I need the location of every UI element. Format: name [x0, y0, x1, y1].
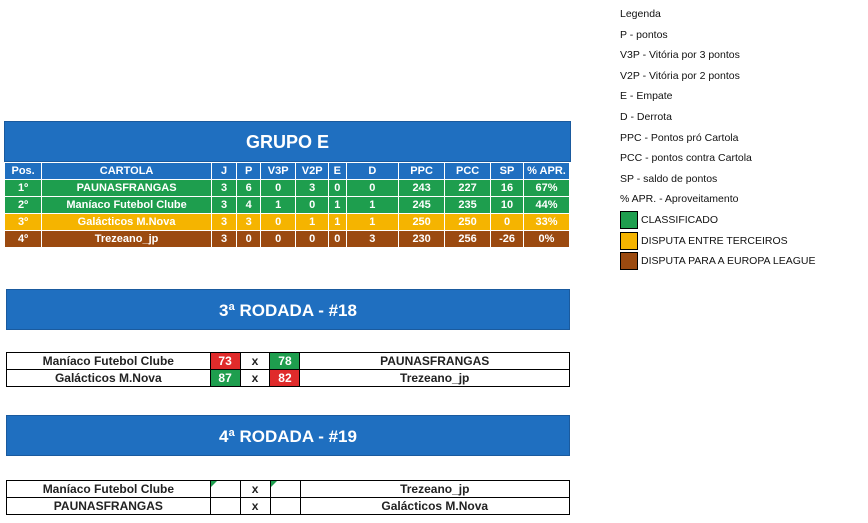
col-d: D — [346, 163, 399, 180]
cell-e: 1 — [329, 214, 347, 231]
legend-item: V3P - Vitória por 3 pontos — [620, 49, 740, 62]
cell-pcc: 250 — [445, 214, 491, 231]
cell-d: 3 — [346, 231, 399, 248]
cell-p: 4 — [237, 197, 261, 214]
cell-v3p: 0 — [261, 214, 296, 231]
group-title: GRUPO E — [4, 121, 571, 162]
cell-ppc: 245 — [399, 197, 445, 214]
legend-terceiros: DISPUTA ENTRE TERCEIROS — [620, 231, 815, 252]
col-cartola: CARTOLA — [42, 163, 212, 180]
cell-pos: 1º — [5, 180, 42, 197]
cell-pcc: 256 — [445, 231, 491, 248]
home-team: Maníaco Futebol Clube — [7, 481, 211, 498]
away-score: 82 — [270, 370, 300, 387]
cell-d: 1 — [346, 197, 399, 214]
legend-item: V2P - Vitória por 2 pontos — [620, 69, 740, 82]
versus: x — [240, 498, 270, 515]
table-row — [5, 180, 570, 197]
legend-item: PPC - Pontos pró Cartola — [620, 131, 739, 144]
col-e: E — [329, 163, 347, 180]
round3-title: 3ª RODADA - #18 — [6, 289, 570, 330]
col-apr: % APR. — [523, 163, 569, 180]
cell-name: Galácticos M.Nova — [42, 214, 212, 231]
cell-sp: 0 — [491, 214, 524, 231]
round4-matches — [6, 480, 570, 515]
cell-p: 0 — [237, 231, 261, 248]
away-score: 78 — [270, 353, 300, 370]
standings-table — [4, 162, 570, 248]
cell-d: 0 — [346, 180, 399, 197]
away-team: PAUNASFRANGAS — [300, 353, 570, 370]
match-row — [7, 498, 570, 515]
cell-e: 0 — [329, 231, 347, 248]
legend-title: Legenda — [620, 8, 661, 20]
cell-sp: -26 — [491, 231, 524, 248]
cell-name: Trezeano_jp — [42, 231, 212, 248]
legend-item: PCC - pontos contra Cartola — [620, 152, 752, 165]
cell-v2p: 0 — [296, 231, 329, 248]
col-v3p: V3P — [261, 163, 296, 180]
cell-e: 1 — [329, 197, 347, 214]
home-team: Maníaco Futebol Clube — [7, 353, 211, 370]
cell-d: 1 — [346, 214, 399, 231]
green-swatch — [620, 211, 638, 229]
col-pos: Pos. — [5, 163, 42, 180]
cell-j: 3 — [211, 231, 236, 248]
standings-header — [5, 163, 570, 180]
legend-item: % APR. - Aproveitamento — [620, 193, 739, 206]
legend-classificado: CLASSIFICADO — [620, 210, 815, 231]
legend-item: E - Empate — [620, 90, 673, 103]
cell-p: 3 — [237, 214, 261, 231]
yellow-swatch — [620, 232, 638, 250]
away-score[interactable] — [270, 498, 300, 515]
col-j: J — [211, 163, 236, 180]
round3-matches — [6, 352, 570, 387]
away-team: Trezeano_jp — [300, 370, 570, 387]
home-score[interactable] — [210, 498, 240, 515]
cell-sp: 10 — [491, 197, 524, 214]
cell-ppc: 243 — [399, 180, 445, 197]
match-row — [7, 353, 570, 370]
match-row — [7, 370, 570, 387]
table-row — [5, 197, 570, 214]
cell-apr: 0% — [523, 231, 569, 248]
home-team: Galácticos M.Nova — [7, 370, 211, 387]
away-score[interactable] — [270, 481, 300, 498]
cell-j: 3 — [211, 214, 236, 231]
cell-v2p: 1 — [296, 214, 329, 231]
legend-europa: DISPUTA PARA A EUROPA LEAGUE — [620, 251, 815, 272]
cell-name: Maníaco Futebol Clube — [42, 197, 212, 214]
round4-title: 4ª RODADA - #19 — [6, 415, 570, 456]
col-sp: SP — [491, 163, 524, 180]
cell-pos: 4º — [5, 231, 42, 248]
legend-item: D - Derrota — [620, 110, 672, 123]
table-row — [5, 214, 570, 231]
brown-swatch — [620, 252, 638, 270]
cell-sp: 16 — [491, 180, 524, 197]
cell-pcc: 235 — [445, 197, 491, 214]
versus: x — [240, 481, 270, 498]
legend — [620, 4, 815, 272]
cell-apr: 67% — [523, 180, 569, 197]
col-ppc: PPC — [399, 163, 445, 180]
cell-pos: 2º — [5, 197, 42, 214]
cell-ppc: 230 — [399, 231, 445, 248]
table-row — [5, 231, 570, 248]
cell-v3p: 0 — [261, 231, 296, 248]
home-score[interactable] — [210, 481, 240, 498]
cell-ppc: 250 — [399, 214, 445, 231]
col-pcc: PCC — [445, 163, 491, 180]
cell-name: PAUNASFRANGAS — [42, 180, 212, 197]
cell-j: 3 — [211, 197, 236, 214]
legend-item: SP - saldo de pontos — [620, 172, 718, 185]
match-row — [7, 481, 570, 498]
cell-pcc: 227 — [445, 180, 491, 197]
home-score: 73 — [210, 353, 240, 370]
away-team: Trezeano_jp — [300, 481, 569, 498]
cell-v2p: 3 — [296, 180, 329, 197]
cell-v2p: 0 — [296, 197, 329, 214]
cell-j: 3 — [211, 180, 236, 197]
versus: x — [240, 353, 270, 370]
cell-apr: 33% — [523, 214, 569, 231]
cell-pos: 3º — [5, 214, 42, 231]
legend-item: P - pontos — [620, 28, 668, 41]
cell-e: 0 — [329, 180, 347, 197]
away-team: Galácticos M.Nova — [300, 498, 569, 515]
home-score: 87 — [210, 370, 240, 387]
versus: x — [240, 370, 270, 387]
col-v2p: V2P — [296, 163, 329, 180]
cell-v3p: 0 — [261, 180, 296, 197]
home-team: PAUNASFRANGAS — [7, 498, 211, 515]
cell-p: 6 — [237, 180, 261, 197]
cell-v3p: 1 — [261, 197, 296, 214]
col-p: P — [237, 163, 261, 180]
cell-apr: 44% — [523, 197, 569, 214]
